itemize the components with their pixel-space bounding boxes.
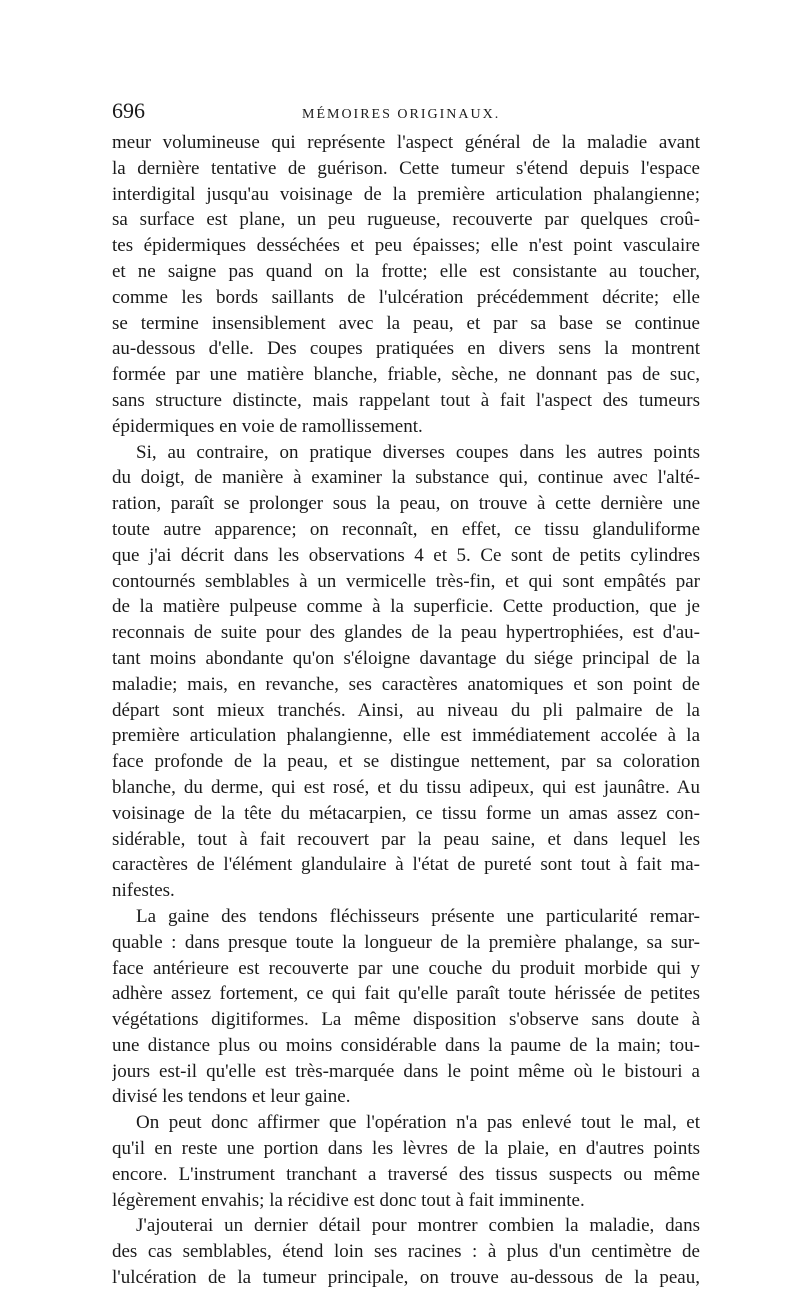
- text-line: adhère assez fortement, ce qui fait qu'elle paraît toute hérissée de petites: [112, 983, 700, 1005]
- paragraph-start-line: On peut donc affirmer que l'opération n'a pas enlevé tout le mal, et: [136, 1112, 700, 1134]
- text-line: sans structure distincte, mais rappelant tout à fait l'aspect des tumeurs: [112, 389, 700, 411]
- text-line: l'ulcération de la tumeur principale, on trouve au-dessous de la peau,: [112, 1267, 700, 1289]
- text-line: au-dessous d'elle. Des coupes pratiquées en divers sens la montrent: [112, 338, 700, 360]
- text-line: et ne saigne pas quand on la frotte; elle est consistante au toucher,: [112, 260, 700, 282]
- text-line: épidermiques en voie de ramollissement.: [112, 415, 423, 437]
- page-header: [112, 98, 700, 128]
- body-text: [112, 130, 700, 1291]
- text-line: de la matière pulpeuse comme à la superficie. Cette production, que je: [112, 596, 700, 618]
- text-line: voisinage de la tête du métacarpien, ce tissu forme un amas assez con-: [112, 802, 700, 824]
- text-line: une distance plus ou moins considérable dans la paume de la main; tou-: [112, 1034, 700, 1056]
- text-line: contournés semblables à un vermicelle très-fin, et qui sont empâtés par: [112, 570, 700, 592]
- text-line: reconnais de suite pour des glandes de la peau hypertrophiées, est d'au-: [112, 622, 700, 644]
- text-line: départ sont mieux tranchés. Ainsi, au niveau du pli palmaire de la: [112, 699, 700, 721]
- text-line: tes épidermiques desséchées et peu épaisses; elle n'est point vasculaire: [112, 235, 700, 257]
- text-line: formée par une matière blanche, friable, sèche, ne donnant pas de suc,: [112, 364, 700, 386]
- running-head: MÉMOIRES ORIGINAUX.: [302, 107, 501, 122]
- text-line: qu'il en reste une portion dans les lèvres de la plaie, en d'autres points: [112, 1138, 700, 1160]
- text-line: face antérieure est recouverte par une couche du produit morbide qui y: [112, 957, 700, 979]
- text-line: meur volumineuse qui représente l'aspect général de la maladie avant: [112, 132, 700, 153]
- text-line: sidérable, tout à fait recouvert par la peau saine, et dans lequel les: [112, 828, 700, 850]
- text-line: végétations digitiformes. La même disposition s'observe sans doute à: [112, 1009, 700, 1031]
- text-line: toute autre apparence; on reconnaît, en effet, ce tissu glanduliforme: [112, 518, 700, 540]
- text-line: divisé les tendons et leur gaine.: [112, 1086, 351, 1108]
- text-line: première articulation phalangienne, elle est immédiatement accolée à la: [112, 725, 700, 747]
- text-line: ration, paraît se prolonger sous la peau, on trouve à cette dernière une: [112, 493, 700, 515]
- text-line: se termine insensiblement avec la peau, et par sa base se continue: [112, 312, 700, 334]
- paragraph-start-line: Si, au contraire, on pratique diverses coupes dans les autres points: [136, 441, 700, 463]
- text-line: encore. L'instrument tranchant a traversé des tissus suspects ou même: [112, 1163, 700, 1185]
- text-line: maladie; mais, en revanche, ses caractères anatomiques et son point de: [112, 673, 700, 695]
- text-line: blanche, du derme, qui est rosé, et du tissu adipeux, qui est jaunâtre. Au: [112, 776, 700, 798]
- paragraph-start-line: J'ajouterai un dernier détail pour montrer combien la maladie, dans: [136, 1215, 700, 1237]
- page-number: 696: [112, 98, 145, 123]
- text-line: la dernière tentative de guérison. Cette tumeur s'étend depuis l'espace: [112, 157, 700, 179]
- text-line: sa surface est plane, un peu rugueuse, recouverte par quelques croû-: [112, 209, 700, 231]
- text-line: des cas semblables, étend loin ses racines : à plus d'un centimètre de: [112, 1241, 700, 1263]
- text-line: que j'ai décrit dans les observations 4 et 5. Ce sont de petits cylindres: [112, 544, 700, 566]
- text-line: face profonde de la peau, et se distingue nettement, par sa coloration: [112, 751, 700, 773]
- paragraph-start-line: La gaine des tendons fléchisseurs présente une particularité remar-: [136, 905, 700, 927]
- text-line: légèrement envahis; la récidive est donc tout à fait imminente.: [112, 1189, 585, 1211]
- text-line: comme les bords saillants de l'ulcération précédemment décrite; elle: [112, 286, 700, 308]
- text-line: tant moins abondante qu'on s'éloigne davantage du siége principal de la: [112, 647, 700, 669]
- text-line: nifestes.: [112, 880, 175, 902]
- text-line: interdigital jusqu'au voisinage de la première articulation phalangienne;: [112, 183, 700, 205]
- text-line: jours est-il qu'elle est très-marquée dans le point même où le bistouri a: [112, 1060, 700, 1082]
- text-line: quable : dans presque toute la longueur de la première phalange, sa sur-: [112, 931, 700, 953]
- text-line: du doigt, de manière à examiner la substance qui, continue avec l'alté-: [112, 467, 700, 489]
- text-line: caractères de l'élément glandulaire à l'état de pureté sont tout à fait ma-: [112, 854, 700, 876]
